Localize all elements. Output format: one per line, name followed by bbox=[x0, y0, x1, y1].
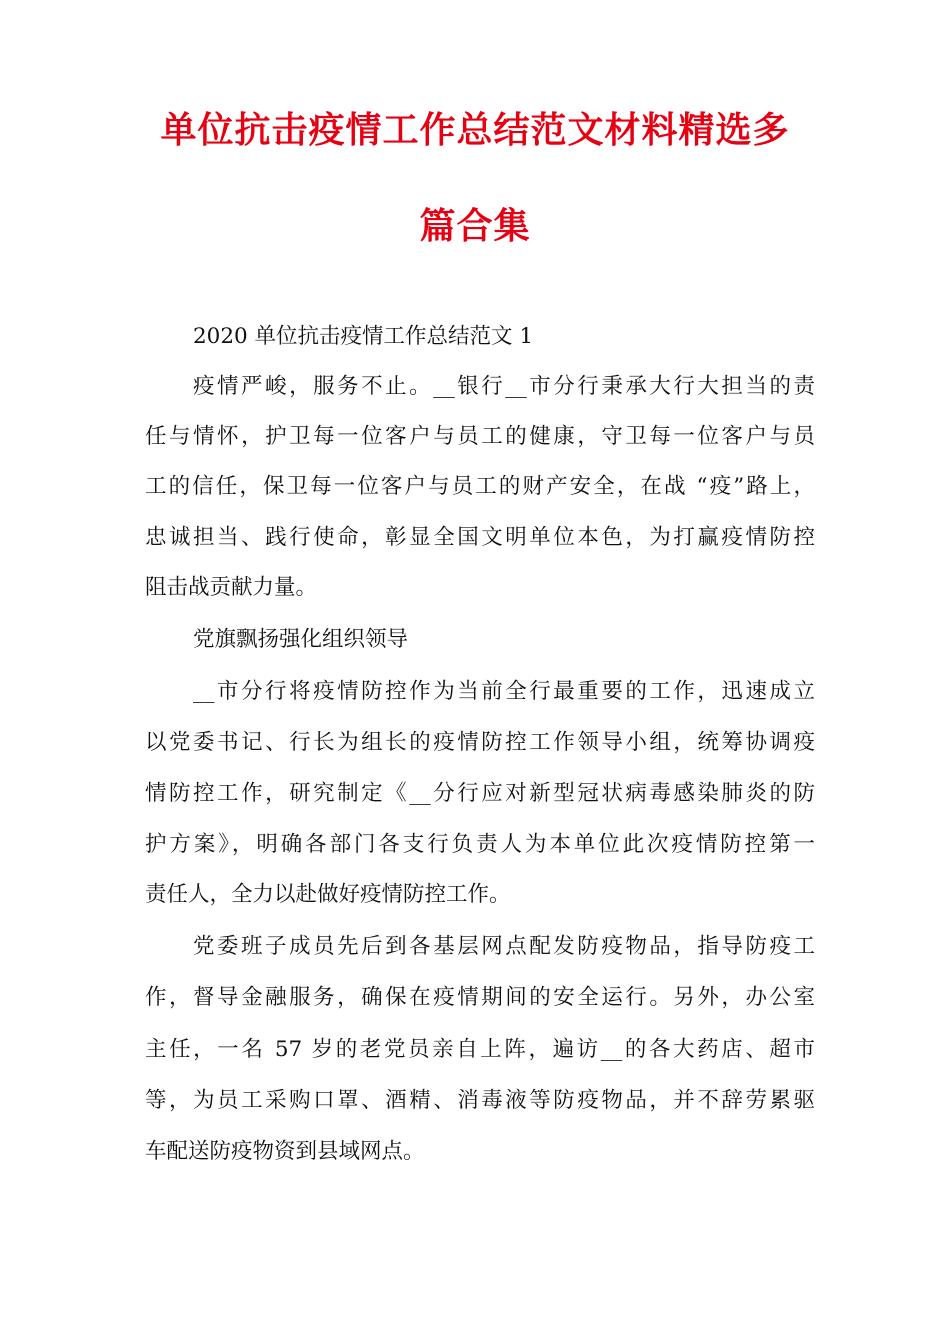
paragraph-line: 工的信任，保卫每一位客户与员工的财产安全，在战 “疫”路上， bbox=[145, 474, 815, 499]
paragraph-line: 忠诚担当、践行使命，彰显全国文明单位本色，为打赢疫情防控 bbox=[145, 525, 815, 550]
subheading: 党旗飘扬强化组织领导 bbox=[193, 627, 409, 652]
document-title-line-2: 篇合集 bbox=[419, 205, 531, 247]
paragraph-line: 党委班子成员先后到各基层网点配发防疫物品，指导防疫工 bbox=[193, 934, 815, 959]
paragraph-line: 等，为员工采购口罩、酒精、消毒液等防疫物品，并不辞劳累驱 bbox=[145, 1088, 815, 1113]
paragraph-line: 阻击战贡献力量。 bbox=[145, 575, 318, 600]
paragraph-line: 情防控工作，研究制定《__分行应对新型冠状病毒感染肺炎的防 bbox=[145, 781, 815, 806]
paragraph-line: 车配送防疫物资到县域网点。 bbox=[145, 1139, 425, 1164]
paragraph-line: 责任人，全力以赴做好疫情防控工作。 bbox=[145, 882, 511, 907]
paragraph-line: 护方案》，明确各部门各支行负责人为本单位此次疫情防控第一 bbox=[145, 832, 815, 857]
paragraph-line: 主任，一名 57 岁的老党员亲自上阵，遍访__的各大药店、超市 bbox=[145, 1037, 815, 1062]
paragraph-line: __市分行将疫情防控作为当前全行最重要的工作，迅速成立 bbox=[193, 679, 815, 704]
paragraph-line: 以党委书记、行长为组长的疫情防控工作领导小组，统筹协调疫 bbox=[145, 730, 815, 755]
document-title-line-1: 单位抗击疫情工作总结范文材料精选多 bbox=[160, 109, 790, 151]
paragraph-line: 任与情怀，护卫每一位客户与员工的健康，守卫每一位客户与员 bbox=[145, 424, 815, 449]
paragraph-line: 疫情严峻，服务不止。__银行__市分行秉承大行大担当的责 bbox=[193, 374, 815, 399]
paragraph-line: 作，督导金融服务，确保在疫情期间的安全运行。另外，办公室 bbox=[145, 985, 815, 1010]
section-heading: 2020 单位抗击疫情工作总结范文 1 bbox=[193, 324, 534, 349]
